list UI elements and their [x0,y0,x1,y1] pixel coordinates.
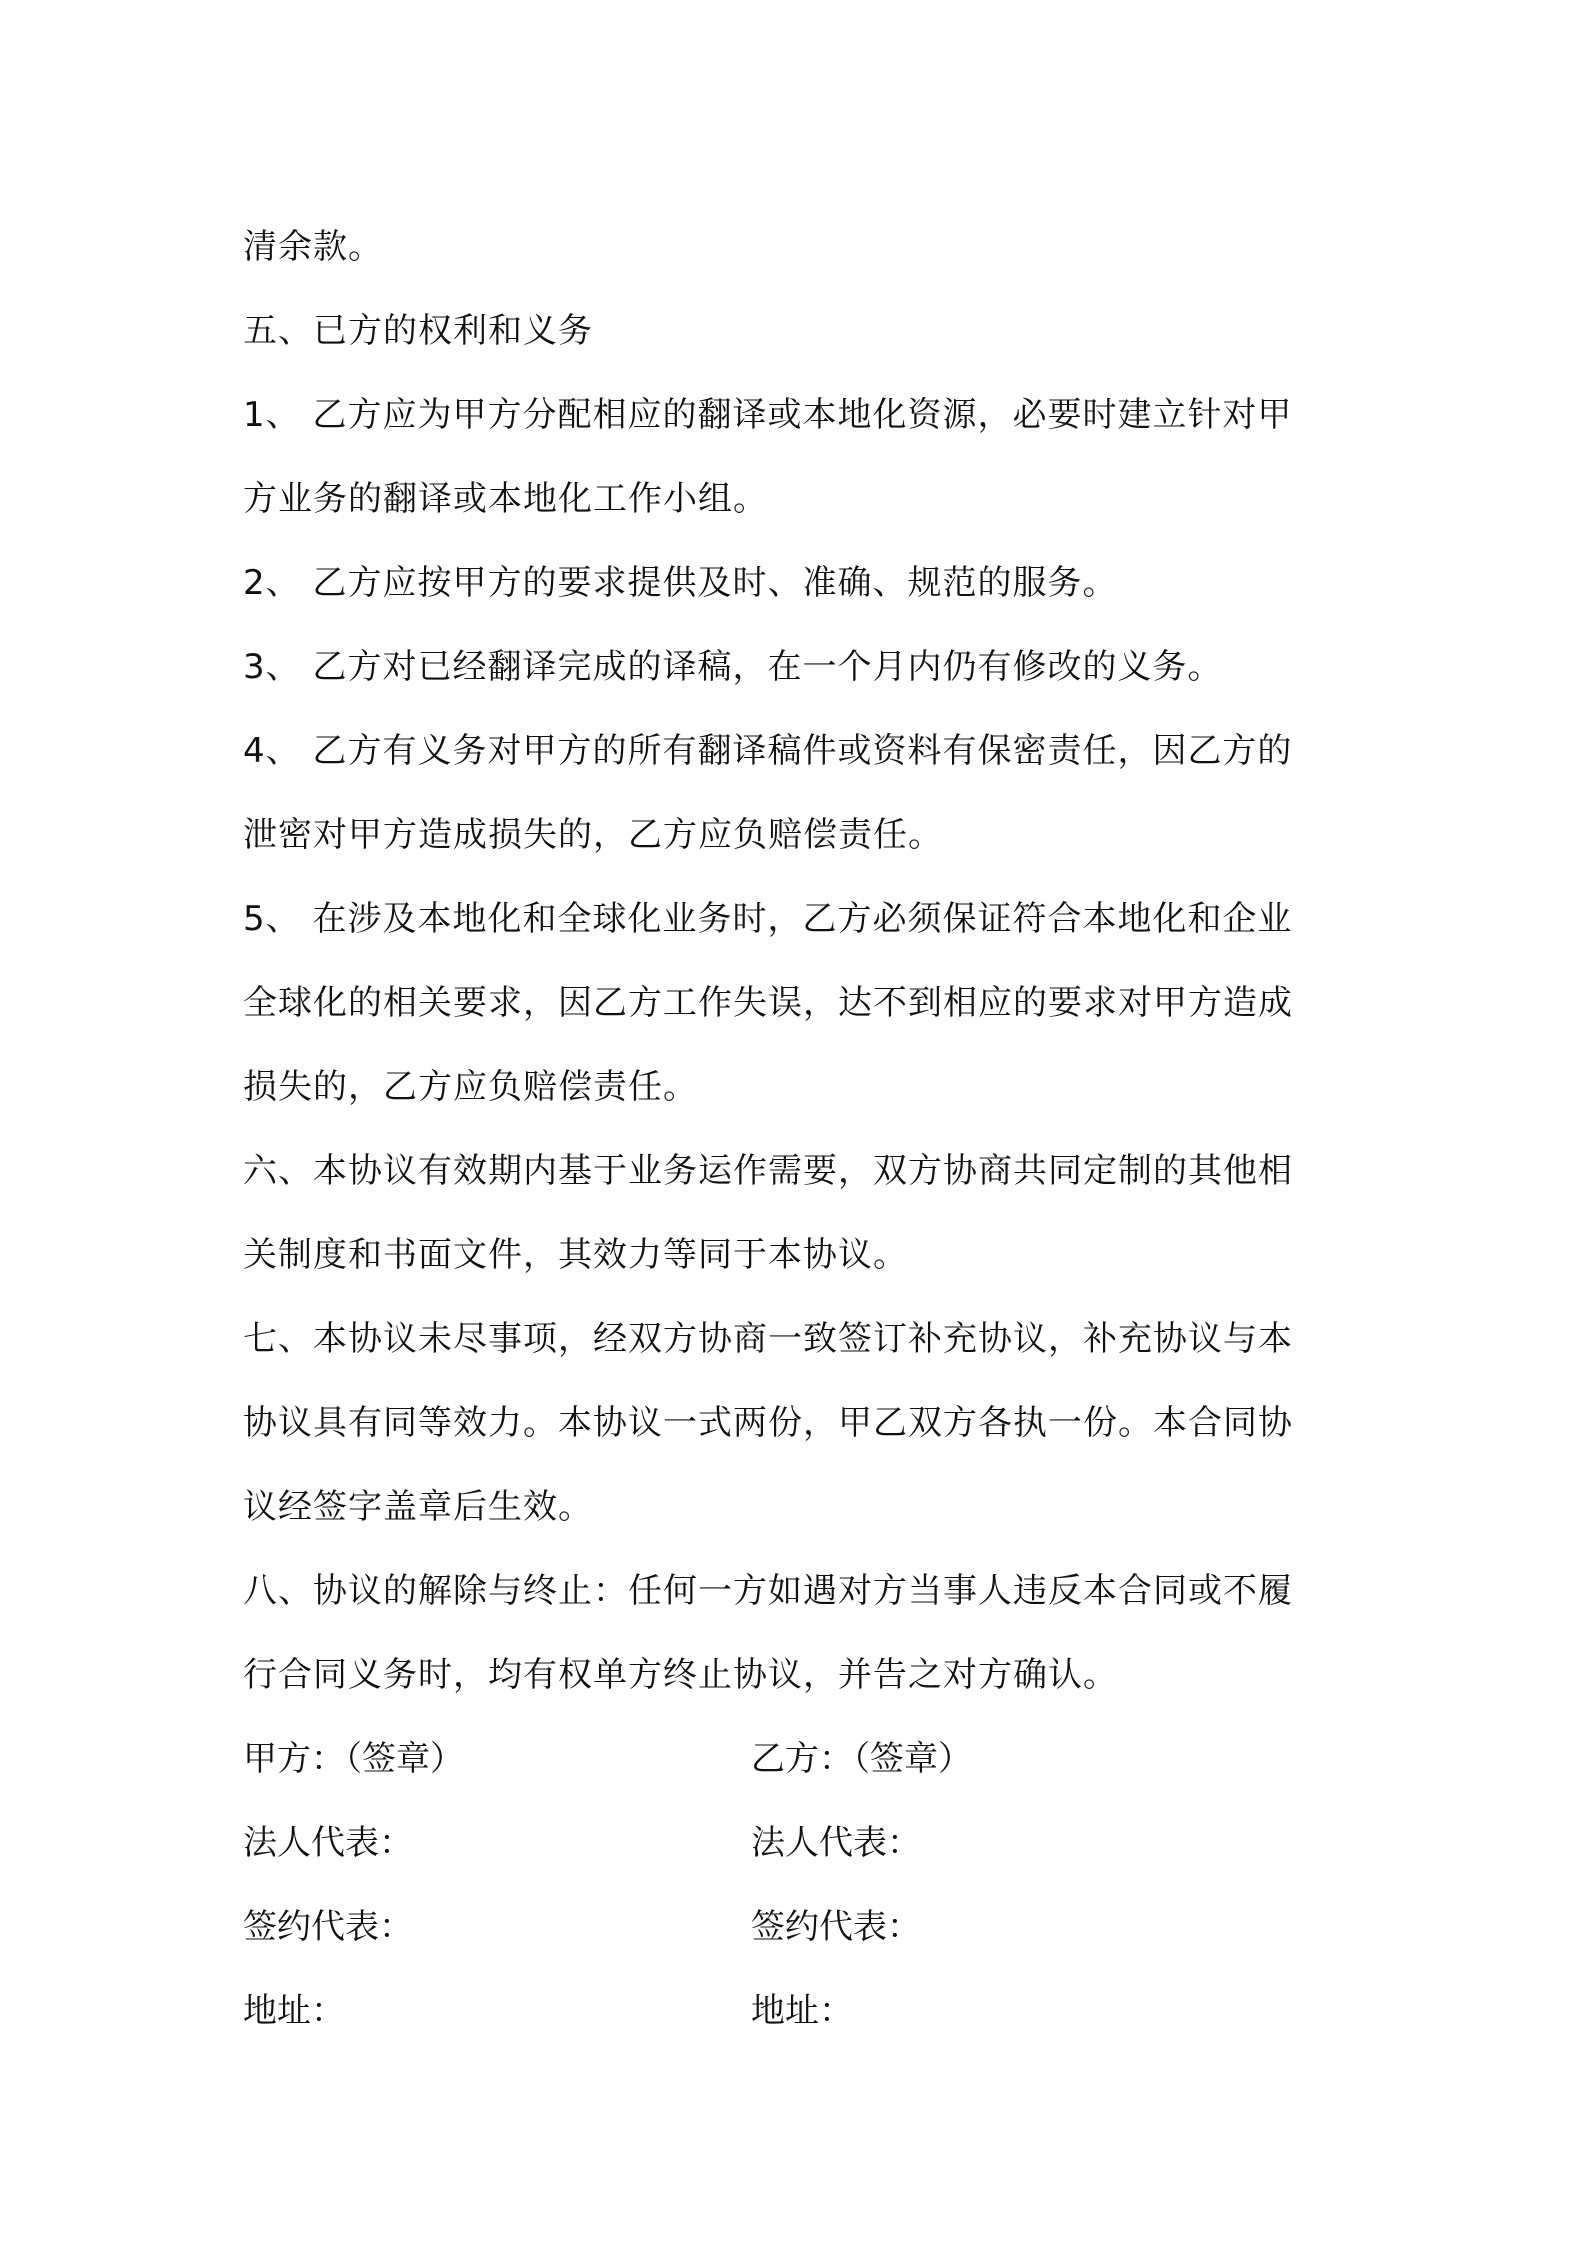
party-b-address: 地址： [751,1991,853,2031]
text-line: 损失的，乙方应负赔偿责任。 [243,1067,698,1107]
section-8-line: 八、协议的解除与终止：任何一方如遇对方当事人违反本合同或不履 [243,1571,1293,1611]
party-b-signing-rep: 签约代表： [751,1907,921,1947]
text-line: 1、 乙方应为甲方分配相应的翻译或本地化资源，必要时建立针对甲 [243,395,1293,435]
signature-row-signing-rep [243,1885,1363,1969]
section-heading-5: 五、已方的权利和义务 [243,311,593,351]
party-a-seal: 甲方：（签章） [243,1739,464,1779]
text-line: 行合同义务时，均有权单方终止协议，并告之对方确认。 [243,1655,1118,1695]
text-line: 5、 在涉及本地化和全球化业务时，乙方必须保证符合本地化和企业 [243,899,1293,939]
section-7-line: 七、本协议未尽事项，经双方协商一致签订补充协议，补充协议与本 [243,1319,1293,1359]
party-a-signing-rep: 签约代表： [243,1907,413,1947]
section-6-line: 六、本协议有效期内基于业务运作需要，双方协商共同定制的其他相 [243,1151,1293,1191]
text-line: 泄密对甲方造成损失的，乙方应负赔偿责任。 [243,815,943,855]
text-line: 关制度和书面文件，其效力等同于本协议。 [243,1235,908,1275]
text-line: 3、 乙方对已经翻译完成的译稿，在一个月内仍有修改的义务。 [243,647,1223,687]
text-line: 清余款。 [243,227,383,267]
signature-row-address [243,1969,1363,2053]
text-line: 2、 乙方应按甲方的要求提供及时、准确、规范的服务。 [243,563,1118,603]
text-line: 全球化的相关要求，因乙方工作失误，达不到相应的要求对甲方造成 [243,983,1293,1023]
party-a-address: 地址： [243,1991,345,2031]
text-line: 4、 乙方有义务对甲方的所有翻译稿件或资料有保密责任，因乙方的 [243,731,1293,771]
party-b-seal: 乙方：（签章） [751,1739,972,1779]
signature-row-legal-rep [243,1801,1363,1885]
text-line: 协议具有同等效力。本协议一式两份，甲乙双方各执一份。本合同协 [243,1403,1293,1443]
document-body [243,205,1363,2053]
party-a-legal-rep: 法人代表： [243,1823,413,1863]
text-line: 方业务的翻译或本地化工作小组。 [243,479,768,519]
text-line: 议经签字盖章后生效。 [243,1487,593,1527]
signature-row-seal [243,1717,1363,1801]
party-b-legal-rep: 法人代表： [751,1823,921,1863]
